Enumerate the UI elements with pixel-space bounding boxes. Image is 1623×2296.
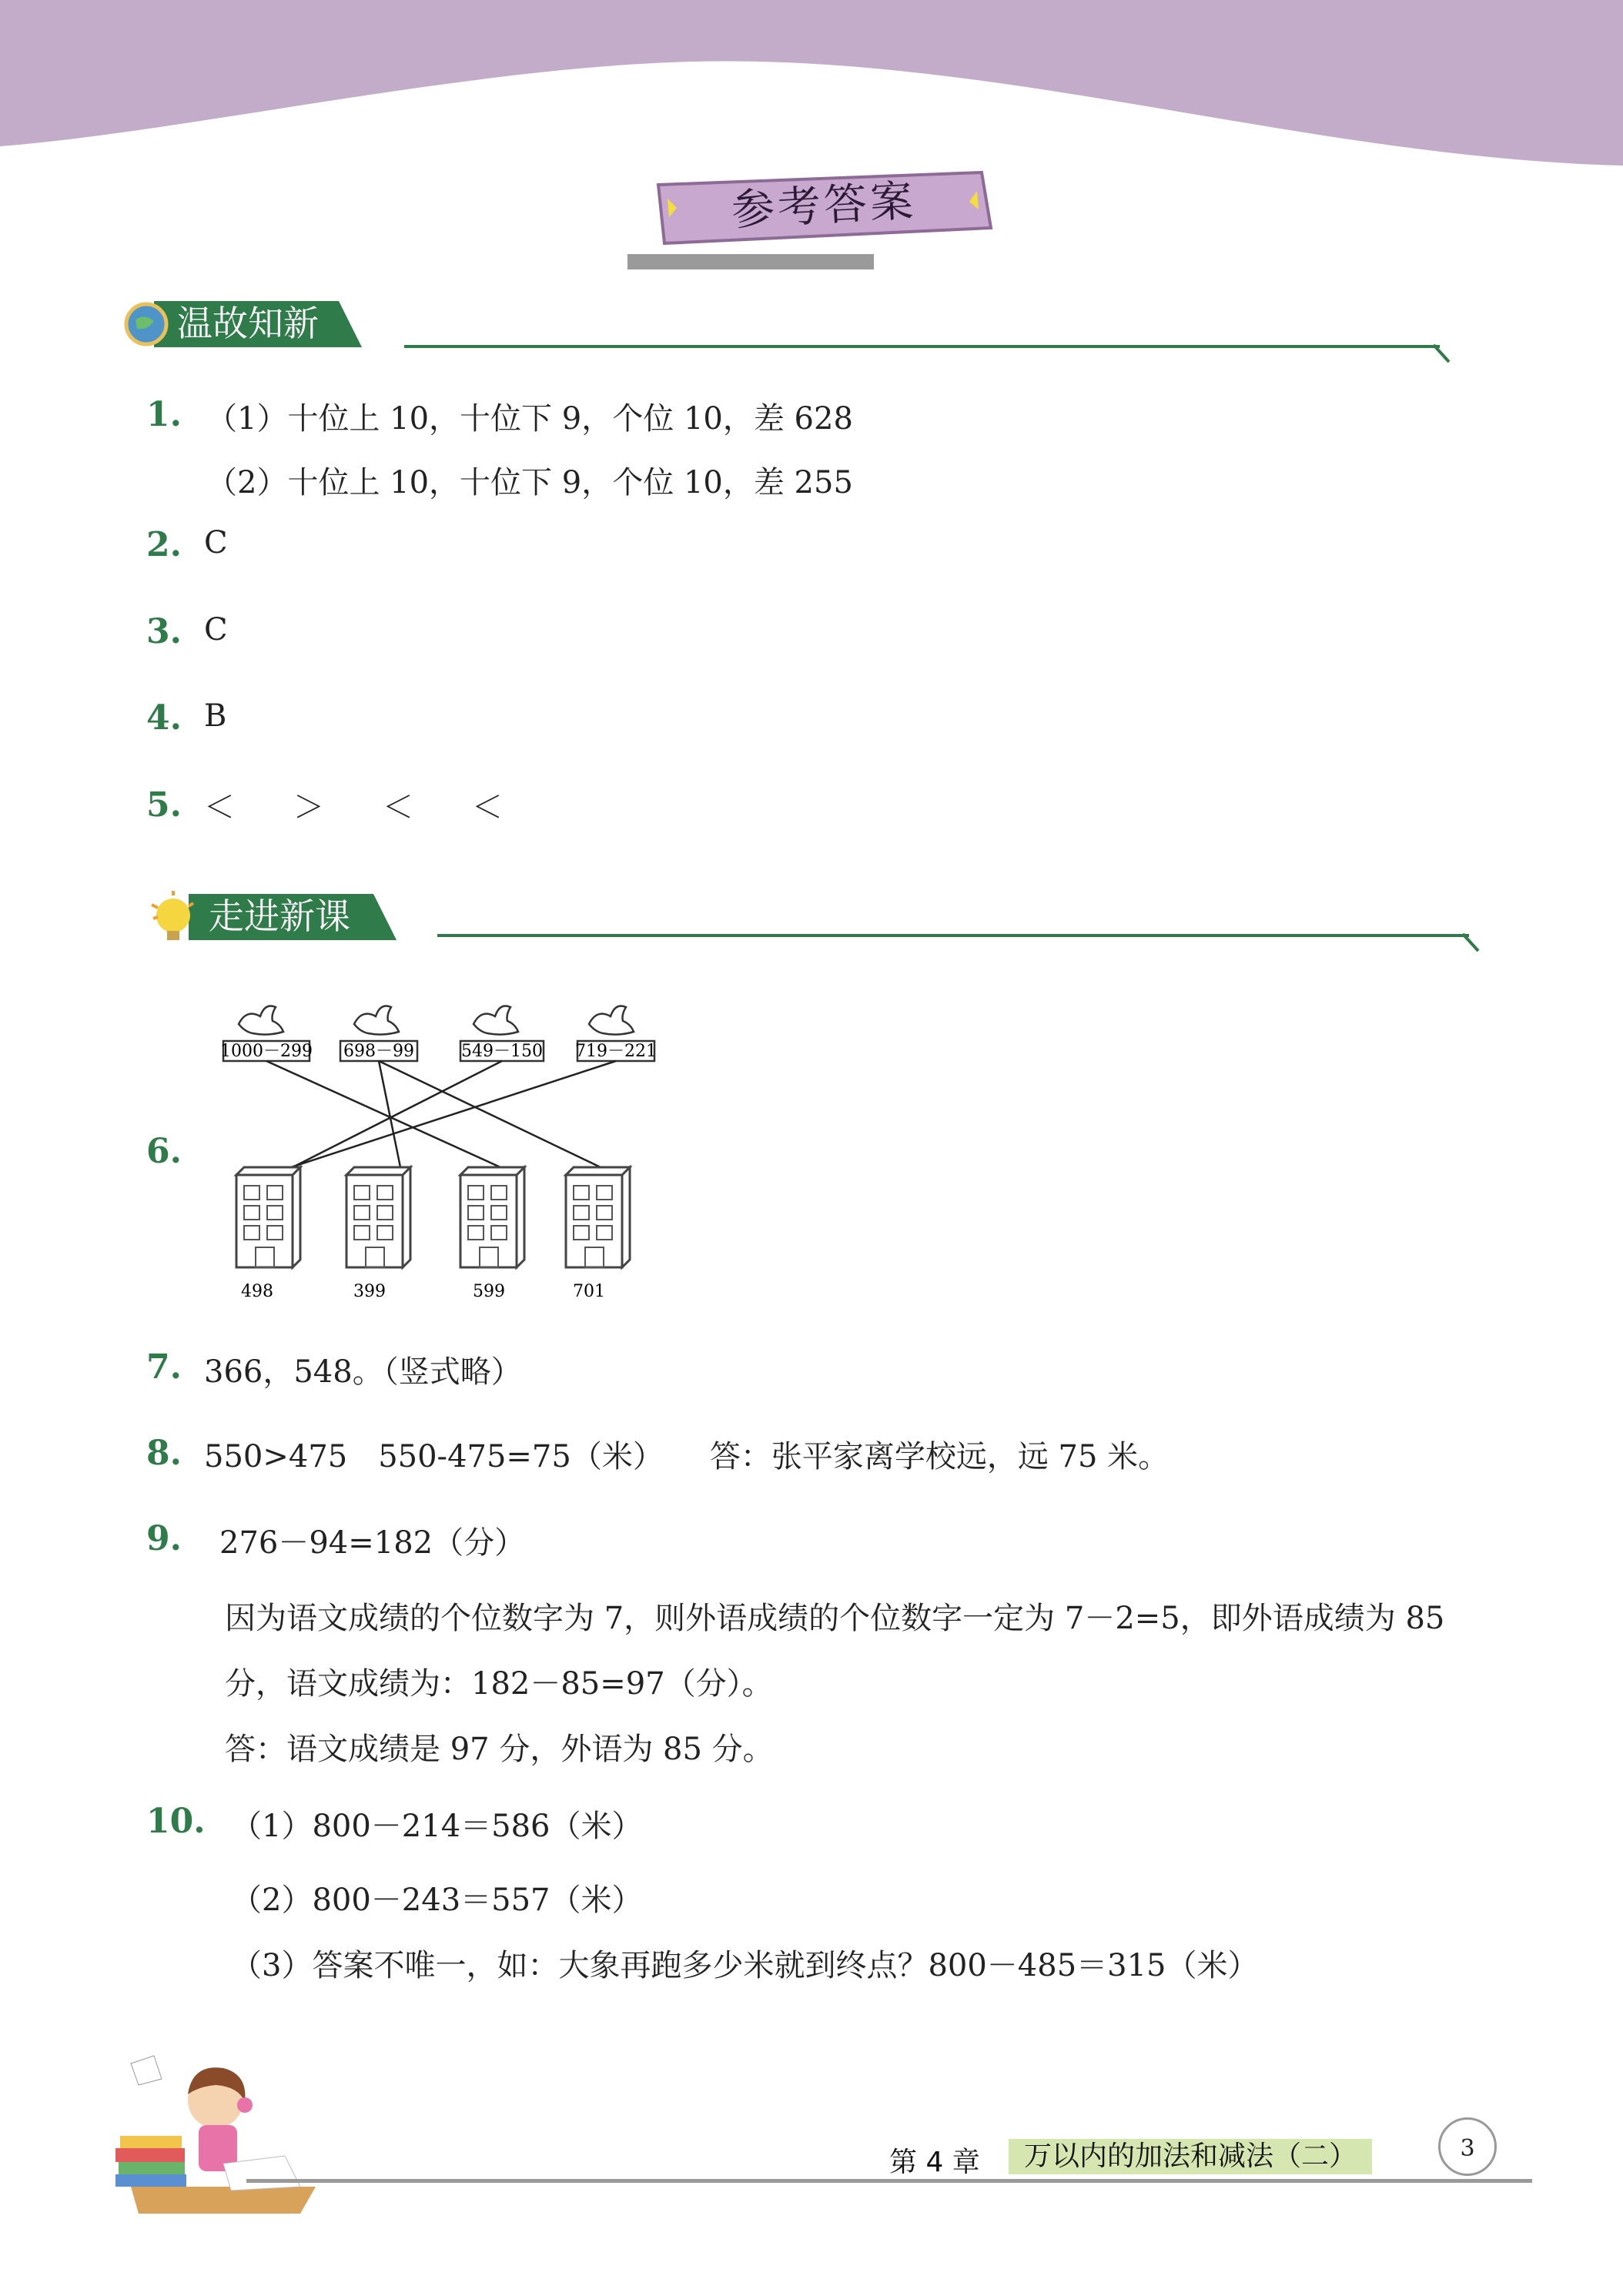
q4-answer: B [204,698,227,734]
section-new-lesson-rule [437,934,1469,937]
q10-line2: （2）800－243＝557（米） [231,1883,643,1918]
q1-number: 1. [146,395,182,434]
q6-expr-2: 698－99 [343,1042,414,1061]
section-review-header [123,296,370,350]
section-review-rule-end [1434,343,1452,365]
q9-line2: 因为语文成绩的个位数字为 7，则外语成绩的个位数字一定为 7－2=5，即外语成绩为 85 [225,1601,1445,1636]
q6-expr-1: 1000－299 [220,1042,313,1061]
q5-number: 5. [146,785,182,825]
building-icon [236,1167,630,1267]
q6-result-4: 701 [573,1282,605,1301]
section-new-lesson-label: 走进新课 [209,895,350,937]
q2-number: 2. [146,525,182,564]
girl-studying-illustration [108,2040,323,2217]
q1-line1: （1）十位上 10，十位下 9，个位 10，差 628 [206,401,853,437]
q3-number: 3. [146,612,182,651]
title-shadow [627,254,874,269]
q3-answer: C [204,612,228,648]
header-band [0,0,1623,177]
q7-number: 7. [146,1347,182,1387]
q6-result-1: 498 [241,1282,273,1301]
q6-expr-4: 719－221 [575,1042,657,1061]
q1-line2: （2）十位上 10，十位下 9，个位 10，差 255 [206,465,853,500]
bird-icon [239,1006,634,1035]
q10-line1: （1）800－214＝586（米） [231,1809,643,1844]
q4-number: 4. [146,698,182,738]
section-review-label: 温故知新 [177,303,319,344]
page-number: 3 [1438,2117,1497,2176]
q6-matching-diagram [216,993,693,1317]
q6-result-2: 399 [353,1282,386,1301]
chapter-number: 第 4 章 [889,2147,980,2178]
q6-number: 6. [146,1132,182,1171]
q10-number: 10. [146,1802,206,1841]
q8-answer: 550>475 550-475=75（米） 答：张平家离学校远，远 75 米。 [204,1439,1170,1474]
q9-line1: 276－94=182（分） [219,1525,526,1561]
title-badge [651,168,997,245]
page-title: 参考答案 [730,176,918,236]
q2-answer: C [204,525,228,561]
q7-answer: 366，548。（竖式略） [204,1354,522,1390]
q6-result-3: 599 [473,1282,505,1301]
q9-line4: 答：语文成绩是 97 分，外语为 85 分。 [225,1732,774,1767]
section-review-rule [404,345,1440,348]
chapter-title: 万以内的加法和减法（二） [1009,2139,1372,2174]
q5-answer: ＜ ＞ ＜ ＜ [204,790,517,825]
q10-line3: （3）答案不唯一，如：大象再跑多少米就到终点？800－485＝315（米） [231,1948,1259,1983]
q9-line3: 分，语文成绩为：182－85=97（分）。 [225,1666,773,1702]
q8-number: 8. [146,1434,182,1473]
q9-number: 9. [146,1519,182,1558]
section-new-lesson-header [150,889,404,943]
section-new-lesson-rule-end [1463,932,1481,954]
q6-expr-3: 549－150 [461,1042,543,1061]
